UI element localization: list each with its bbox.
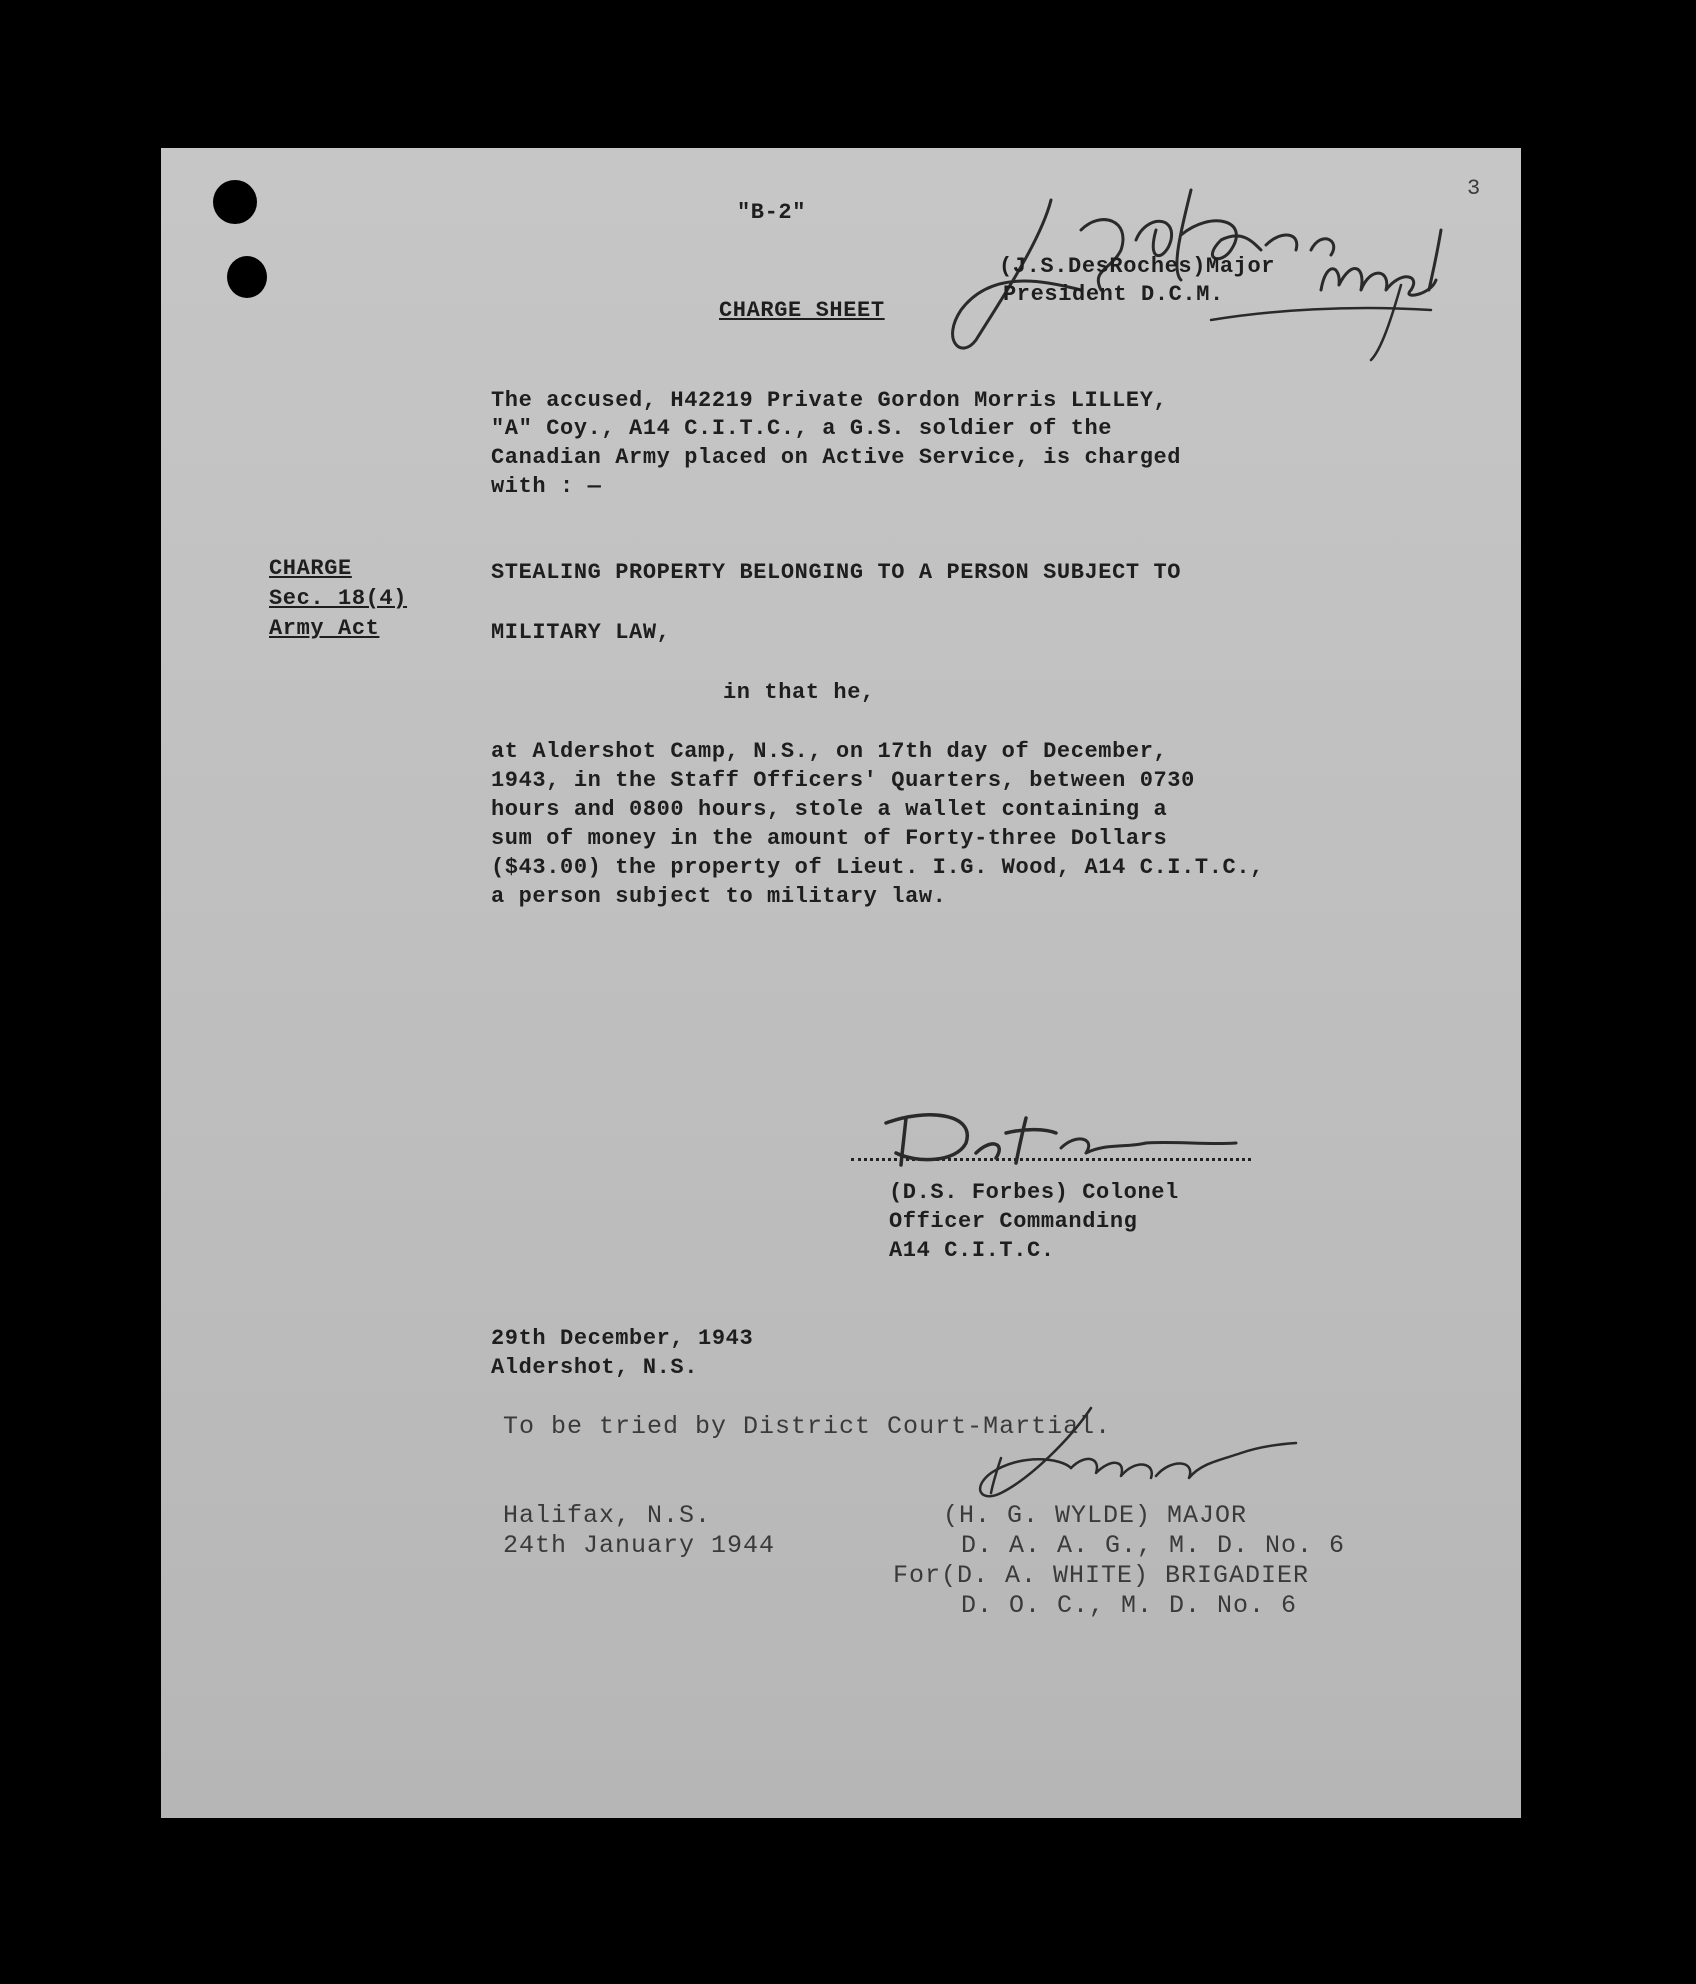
forbes-signature bbox=[856, 1103, 1256, 1183]
document-page bbox=[161, 148, 1521, 1818]
particulars-line-3: hours and 0800 hours, stole a wallet containing a bbox=[491, 797, 1168, 822]
halifax-line-1: Halifax, N.S. bbox=[503, 1501, 712, 1530]
accused-line-3: Canadian Army placed on Active Service, is charged bbox=[491, 445, 1182, 470]
accused-line-1: The accused, H42219 Private Gordon Morris LILLEY, bbox=[491, 388, 1168, 413]
margin-section: Sec. 18(4) bbox=[269, 586, 408, 611]
particulars-line-5: ($43.00) the property of Lieut. I.G. Wood, A14 C.I.T.C., bbox=[491, 855, 1264, 880]
accused-line-4: with : — bbox=[491, 474, 602, 499]
accused-line-2: "A" Coy., A14 C.I.T.C., a G.S. soldier of the bbox=[491, 416, 1113, 441]
margin-charge: CHARGE bbox=[269, 556, 352, 581]
charge-line-2: MILITARY LAW, bbox=[491, 620, 671, 645]
punch-hole-bottom bbox=[227, 256, 267, 298]
particulars-line-4: sum of money in the amount of Forty-three Dollars bbox=[491, 826, 1168, 851]
page-number: 3 bbox=[1467, 176, 1482, 201]
form-code: "B-2" bbox=[737, 200, 807, 225]
date-line-2: Aldershot, N.S. bbox=[491, 1355, 699, 1380]
charge-line-1: STEALING PROPERTY BELONGING TO A PERSON SUBJECT TO bbox=[491, 560, 1182, 585]
halifax-line-2: 24th January 1944 bbox=[503, 1531, 776, 1560]
margin-act: Army Act bbox=[269, 616, 380, 641]
date-line-1: 29th December, 1943 bbox=[491, 1326, 754, 1351]
wylde-signature bbox=[921, 1398, 1321, 1508]
particulars-line-2: 1943, in the Staff Officers' Quarters, between 0730 bbox=[491, 768, 1195, 793]
punch-hole-top bbox=[213, 180, 257, 224]
signoff-line-2: D. A. A. G., M. D. No. 6 bbox=[961, 1531, 1346, 1560]
signoff-line-1: (H. G. WYLDE) MAJOR bbox=[943, 1501, 1248, 1530]
document-title: CHARGE SHEET bbox=[719, 298, 885, 323]
trial-order: To be tried by District Court-Martial. bbox=[503, 1412, 1112, 1441]
signoff-line-4: D. O. C., M. D. No. 6 bbox=[961, 1591, 1298, 1620]
particulars-line-1: at Aldershot Camp, N.S., on 17th day of December, bbox=[491, 739, 1168, 764]
signoff-line-3: For(D. A. WHITE) BRIGADIER bbox=[893, 1561, 1310, 1590]
co-line-3: A14 C.I.T.C. bbox=[889, 1238, 1055, 1263]
co-line-2: Officer Commanding bbox=[889, 1209, 1138, 1234]
president-name: (J.S.DesRoches)Major bbox=[999, 254, 1276, 279]
in-that-he: in that he, bbox=[723, 680, 875, 705]
particulars-line-6: a person subject to military law. bbox=[491, 884, 947, 909]
president-title: President D.C.M. bbox=[1003, 282, 1224, 307]
co-line-1: (D.S. Forbes) Colonel bbox=[889, 1180, 1179, 1205]
